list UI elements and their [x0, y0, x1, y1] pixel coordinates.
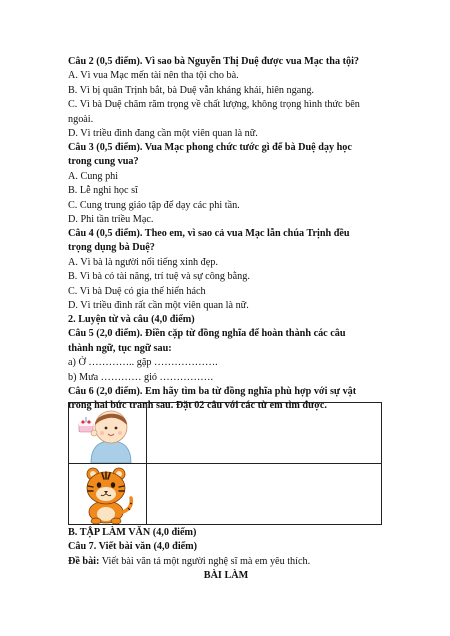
picture-row	[69, 464, 382, 525]
question-2-option-d: D. Vì triều đình đang cần một viên quan là nữ.	[68, 128, 258, 140]
question-3-option-b: B. Lễ nghi học sĩ	[68, 185, 138, 197]
picture-cell	[69, 464, 147, 525]
question-5-item-a: a) Ở ………….. gặp ……………….	[68, 357, 218, 369]
question-6-title-cont: trong hai bức tranh sau. Đặt 02 câu với các từ em tìm được.	[68, 400, 327, 412]
question-3-option-d: D. Phi tần triều Mạc.	[68, 214, 154, 226]
question-5-title-cont: thành ngữ, tục ngữ sau:	[68, 342, 172, 354]
baby-with-cake-icon	[69, 403, 146, 463]
question-3-title-cont: trong cung vua?	[68, 156, 139, 168]
section-b-heading: B. TẬP LÀM VĂN (4,0 điểm)	[68, 527, 197, 538]
question-4-title: Câu 4 (0,5 điểm). Theo em, vì sao cả vua Mạc lẫn chúa Trịnh đều	[68, 228, 350, 239]
section-2	[68, 313, 384, 414]
question-2-title: Câu 2 (0,5 điểm). Vì sao bà Nguyễn Thị Duệ được vua Mạc tha tội?	[68, 56, 359, 67]
question-3-option-a: A. Cung phi	[68, 170, 119, 182]
prompt-text: Viết bài văn tả một người nghệ sĩ mà em yêu thích.	[99, 555, 311, 567]
question-6-title: Câu 6 (2,0 điểm). Em hãy tìm ba từ đồng nghĩa phù hợp với sự vật	[68, 386, 357, 398]
question-3-title: Câu 3 (0,5 điểm). Vua Mạc phong chức tước gì để bà Duệ dạy học	[68, 142, 352, 153]
answer-cell[interactable]	[147, 464, 382, 525]
section-b	[68, 526, 384, 584]
question-2-option-c: C. Vì bà Duệ chăm răm trọng về chất lượng, không trọng hình thức bên	[68, 99, 360, 111]
prompt-label: Đề bài:	[68, 555, 100, 567]
question-2-option-b: B. Vì bị quân Trịnh bắt, bà Duệ vẫn kháng khái, hiên ngang.	[68, 84, 314, 96]
answer-heading: BÀI LÀM	[203, 570, 249, 582]
question-3	[68, 141, 384, 227]
question-3-option-c: C. Cung trung giáo tập để dạy các phi tần.	[68, 199, 240, 211]
picture-row	[69, 403, 382, 464]
question-4-title-cont: trọng dụng bà Duệ?	[68, 242, 155, 254]
question-2	[68, 55, 384, 141]
tiger-icon	[69, 464, 146, 524]
question-4	[68, 227, 384, 313]
question-4-option-a: A. Vì bà là người nổi tiếng xinh đẹp.	[68, 256, 218, 268]
picture-cell	[69, 403, 147, 464]
answer-cell[interactable]	[147, 403, 382, 464]
question-7-prompt	[68, 555, 384, 569]
question-4-option-d: D. Vì triều đình rất cần một viên quan là nữ.	[68, 300, 249, 312]
section-2-heading: 2. Luyện từ và câu (4,0 điểm)	[68, 314, 195, 325]
question-7-title: Câu 7. Viết bài văn (4,0 điểm)	[68, 541, 198, 553]
question-5-item-b: b) Mưa ………… gió …………….	[68, 371, 214, 383]
question-4-option-b: B. Vì bà có tài năng, trí tuệ và sự công bằng.	[68, 271, 250, 283]
question-5-title: Câu 5 (2,0 điểm). Điền cặp từ đồng nghĩa để hoàn thành các câu	[68, 328, 346, 340]
question-4-option-c: C. Vì bà Duệ có gia thế hiển hách	[68, 285, 206, 297]
question-2-option-c-cont: ngoài.	[68, 113, 94, 125]
question-2-option-a: A. Vì vua Mạc mến tài nên tha tội cho bà.	[68, 70, 239, 82]
picture-table	[68, 402, 382, 525]
